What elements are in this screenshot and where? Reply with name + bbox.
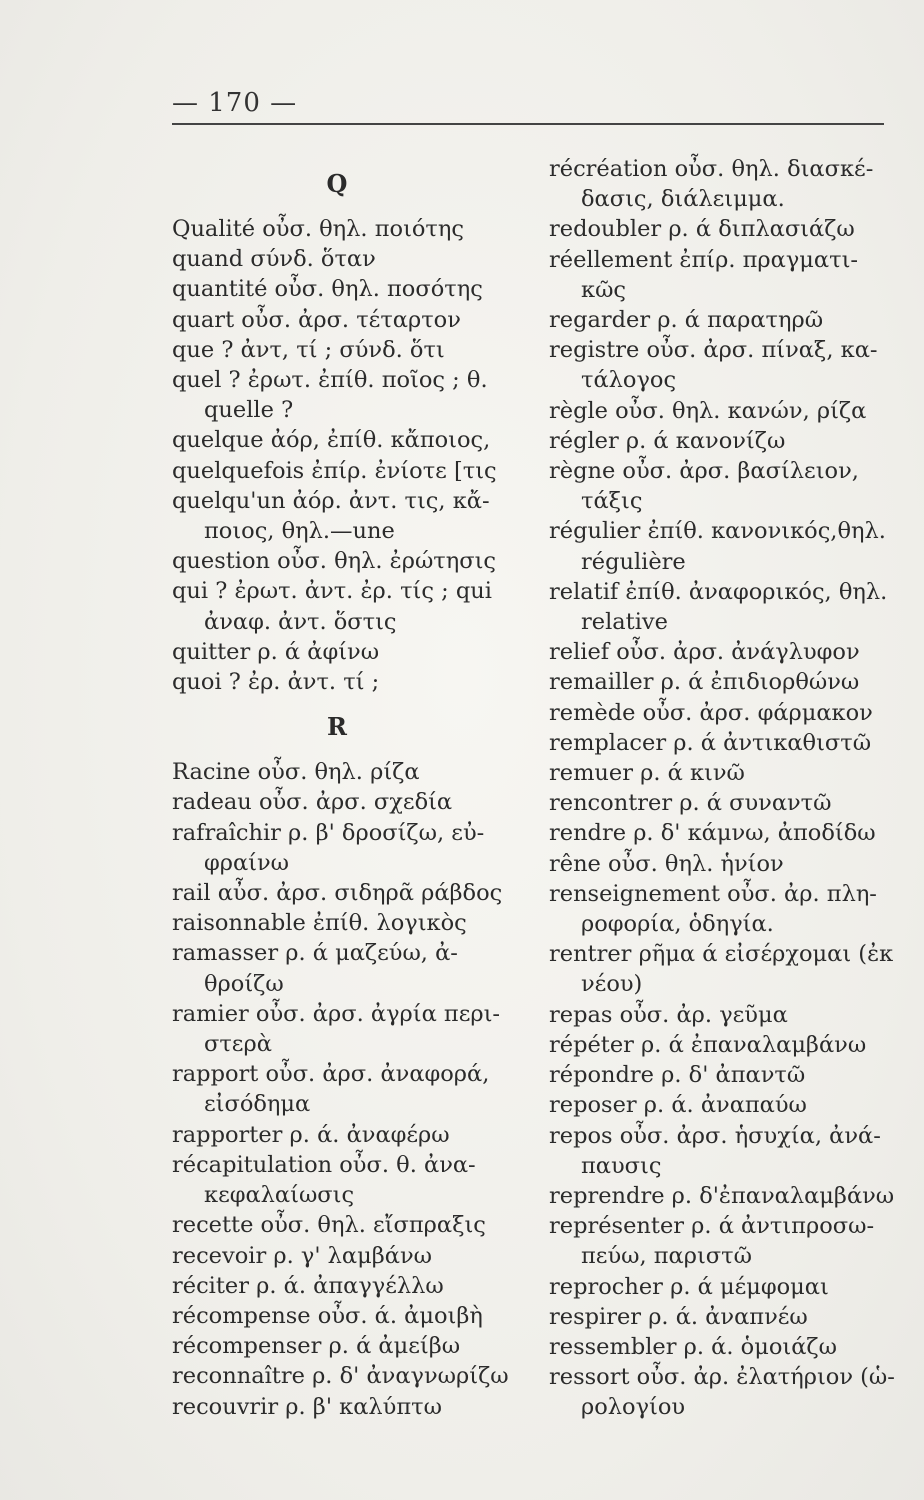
entry-headline: relatif ἐπίθ. ἀναφορικός, θηλ. [549, 578, 888, 605]
entry-headline: récompenser ρ. ά ἀμείβω [172, 1333, 461, 1360]
dictionary-entry [172, 757, 522, 787]
dictionary-entry [549, 788, 899, 818]
entry-continuation: στερὰ [204, 1031, 272, 1058]
dictionary-entry [172, 999, 522, 1059]
entry-headline: remuer ρ. ά κινῶ [549, 760, 745, 787]
entry-headline: quelque ἀόρ, ἐπίθ. κἄποιος, [172, 427, 491, 454]
dictionary-entry [549, 396, 899, 426]
entry-continuation: ἀναφ. ἀντ. ὅστις [204, 608, 397, 635]
entry-headline: quitter ρ. ά ἀφίνω [172, 638, 380, 665]
entry-continuation: κῶς [581, 276, 627, 303]
entry-headline: ressembler ρ. ά. ὁμοιάζω [549, 1333, 837, 1360]
right-column [549, 154, 899, 1423]
entry-headline: régulier ἐπίθ. κανονικός,θηλ. [549, 518, 886, 545]
entry-headline: rendre ρ. δ' κάμνω, ἀποδίδω [549, 820, 876, 847]
entry-continuation: quelle ? [204, 397, 294, 424]
dictionary-entry [549, 1332, 899, 1362]
dictionary-entry [172, 546, 522, 576]
dictionary-entry [172, 818, 522, 878]
dictionary-entry [172, 305, 522, 335]
dictionary-entry [549, 667, 899, 697]
entry-headline: quelqu'un ἀόρ. ἀντ. τις, κἄ- [172, 487, 490, 514]
entry-continuation: ρολογίου [581, 1394, 686, 1421]
dictionary-entry [172, 214, 522, 244]
entry-headline: recouvrir ρ. β' καλύπτω [172, 1393, 442, 1420]
dictionary-entry [172, 425, 522, 455]
entry-headline: regarder ρ. ά παρατηρῶ [549, 307, 824, 334]
entry-continuation: régulière [581, 548, 686, 575]
dictionary-entry [172, 1392, 522, 1422]
header-rule [172, 123, 884, 125]
section-letter: R [327, 712, 347, 742]
dictionary-entry [172, 1150, 522, 1210]
entry-continuation: relative [581, 609, 668, 636]
dictionary-entry [549, 1181, 899, 1211]
dictionary-entry [172, 908, 522, 938]
entry-continuation: νέου) [581, 971, 643, 998]
entry-continuation: κεφαλαίωσις [204, 1182, 355, 1209]
entry-headline: répondre ρ. δ' ἀπαντῶ [549, 1062, 806, 1089]
entry-headline: reconnaître ρ. δ' ἀναγνωρίζω [172, 1363, 509, 1390]
dictionary-entry [549, 758, 899, 788]
entry-headline: remailler ρ. ά ἐπιδιορθώνω [549, 669, 860, 696]
entry-continuation: ποιος, θηλ.—une [204, 518, 395, 545]
entry-headline: remède οὖσ. ἀρσ. φάρμακον [549, 699, 873, 726]
dictionary-entry [549, 214, 899, 244]
entry-continuation: θροίζω [204, 970, 284, 997]
entry-headline: repos οὖσ. ἀρσ. ἡσυχία, ἀνά- [549, 1122, 881, 1149]
dictionary-entry [549, 1121, 899, 1181]
dictionary-entry [172, 1059, 522, 1119]
dictionary-entry [549, 305, 899, 335]
entry-headline: règne οὖσ. ἀρσ. βασίλειον, [549, 458, 859, 485]
dictionary-entry [172, 1331, 522, 1361]
entry-continuation: τάξις [581, 488, 643, 515]
dictionary-entry [549, 879, 899, 939]
dictionary-entry [549, 245, 899, 305]
entry-headline: quoi ? ἐρ. ἀντ. τί ; [172, 669, 380, 696]
entry-headline: qui ? ἐρωτ. ἀντ. ἐρ. τίς ; qui [172, 578, 492, 605]
dictionary-entry [172, 1361, 522, 1391]
dictionary-entry [549, 818, 899, 848]
dictionary-entry [172, 1120, 522, 1150]
dictionary-entry [172, 667, 522, 697]
entry-headline: recevoir ρ. γ' λαμβάνω [172, 1242, 432, 1269]
dictionary-entry [549, 637, 899, 667]
entry-headline: ressort οὖσ. ἀρ. ἐλατήριον (ὡ- [549, 1364, 895, 1391]
dictionary-entry [549, 335, 899, 395]
entry-headline: quel ? ἐρωτ. ἐπίθ. ποῖος ; θ. [172, 367, 488, 394]
entry-headline: recette οὖσ. θηλ. εἴσπραξις [172, 1212, 486, 1239]
dictionary-entry [549, 1211, 899, 1271]
entry-headline: relief οὖσ. ἀρσ. ἀνάγλυφον [549, 639, 860, 666]
dictionary-entry [172, 274, 522, 304]
entry-headline: renseignement οὖσ. ἀρ. πλη- [549, 880, 877, 907]
dictionary-entry [549, 516, 899, 576]
section-letter: Q [326, 169, 348, 198]
dictionary-entry [172, 1301, 522, 1331]
dictionary-entry [172, 1210, 522, 1240]
entry-headline: repas οὖσ. ἀρ. γεῦμα [549, 1001, 788, 1028]
entry-headline: Qualité οὖσ. θηλ. ποιότης [172, 216, 464, 242]
entry-headline: registre οὖσ. ἀρσ. πίναξ, κα- [549, 337, 878, 364]
entry-headline: ramier οὖσ. ἀρσ. ἀγρία περι- [172, 1000, 501, 1027]
dictionary-entry [549, 728, 899, 758]
entry-headline: Racine οὖσ. θηλ. ρίζα [172, 759, 420, 786]
entry-headline: rêne οὖσ. θηλ. ἡνίον [549, 850, 784, 877]
entry-continuation: ροφορία, ὁδηγία. [581, 911, 774, 938]
left-column [172, 154, 522, 1422]
entry-headline: régler ρ. ά κανονίζω [549, 427, 786, 454]
entry-headline: quart οὖσ. ἀρσ. τέταρτον [172, 306, 461, 333]
entry-headline: rencontrer ρ. ά συναντῶ [549, 790, 832, 817]
entry-headline: rapport οὖσ. ἀρσ. ἀναφορά, [172, 1061, 490, 1088]
entry-headline: que ? ἀντ, τί ; σύνδ. ὅτι [172, 336, 445, 363]
dictionary-entry [549, 1272, 899, 1302]
dictionary-entry [172, 938, 522, 998]
dictionary-entry [549, 939, 899, 999]
dictionary-entry [549, 849, 899, 879]
entry-headline: répéter ρ. ά ἐπαναλαμβάνω [549, 1031, 867, 1058]
page-number: — 170 — [172, 88, 298, 118]
dictionary-entry [549, 456, 899, 516]
entry-headline: règle οὖσ. θηλ. κανών, ρίζα [549, 397, 867, 424]
entry-headline: rafraîchir ρ. β' δροσίζω, εὐ- [172, 819, 485, 846]
entry-headline: reprendre ρ. δ'ἐπαναλαμβάνω [549, 1182, 895, 1209]
dictionary-entry [549, 1030, 899, 1060]
dictionary-entry [549, 154, 899, 214]
dictionary-entry [172, 456, 522, 486]
entry-headline: respirer ρ. ά. ἀναπνέω [549, 1303, 808, 1330]
entry-headline: rentrer ρῆμα ά εἰσέρχομαι (ἐκ [549, 941, 894, 968]
dictionary-entry [549, 1302, 899, 1332]
dictionary-entry [549, 698, 899, 728]
entry-headline: remplacer ρ. ά ἀντικαθιστῶ [549, 729, 872, 756]
dictionary-entry [172, 637, 522, 667]
entry-headline: question οὖσ. θηλ. ἐρώτησις [172, 548, 497, 575]
dictionary-entry [172, 365, 522, 425]
entry-headline: reposer ρ. ά. ἀναπαύω [549, 1092, 807, 1119]
entry-continuation: τάλογος [581, 367, 677, 394]
entry-headline: rail αὖσ. ἀρσ. σιδηρᾶ ράβδος [172, 880, 503, 907]
entry-headline: réciter ρ. ά. ἀπαγγέλλω [172, 1272, 444, 1299]
entry-headline: quelquefois ἐπίρ. ἐνίοτε [τις [172, 457, 497, 484]
dictionary-entry [172, 576, 522, 636]
entry-headline: quand σύνδ. ὅταν [172, 246, 376, 273]
entry-headline: ramasser ρ. ά μαζεύω, ἀ- [172, 940, 458, 967]
entry-headline: représenter ρ. ά ἀντιπροσω- [549, 1213, 875, 1240]
entry-continuation: παυσις [581, 1152, 662, 1179]
dictionary-entry [549, 1362, 899, 1422]
dictionary-entry [172, 335, 522, 365]
dictionary-entry [549, 1000, 899, 1030]
entry-headline: récapitulation οὖσ. θ. ἀνα- [172, 1151, 476, 1178]
entry-headline: rapporter ρ. ά. ἀναφέρω [172, 1121, 450, 1148]
entry-headline: reprocher ρ. ά μέμφομαι [549, 1273, 829, 1300]
dictionary-entry [172, 486, 522, 546]
dictionary-entry [549, 426, 899, 456]
entry-headline: réellement ἐπίρ. πραγματι- [549, 246, 858, 273]
entry-headline: radeau οὖσ. ἀρσ. σχεδία [172, 789, 453, 816]
entry-continuation: φραίνω [204, 849, 290, 876]
dictionary-entry [549, 1090, 899, 1120]
dictionary-entry [172, 244, 522, 274]
entry-continuation: δασις, διάλειμμα. [581, 186, 785, 213]
entry-headline: raisonnable ἐπίθ. λογικὸς [172, 910, 467, 937]
dictionary-entry [172, 787, 522, 817]
entry-continuation: εἰσόδημα [204, 1091, 311, 1118]
dictionary-entry [549, 1060, 899, 1090]
dictionary-entry [172, 878, 522, 908]
entry-headline: redoubler ρ. ά διπλασιάζω [549, 216, 855, 243]
dictionary-entry [549, 577, 899, 637]
entry-continuation: πεύω, παριστῶ [581, 1243, 752, 1270]
dictionary-entry [172, 1241, 522, 1271]
entry-headline: quantité οὖσ. θηλ. ποσότης [172, 276, 483, 303]
entry-headline: récompense οὖσ. ά. ἀμοιβὴ [172, 1302, 483, 1329]
entry-headline: récréation οὖσ. θηλ. διασκέ- [549, 156, 874, 182]
dictionary-entry [172, 1271, 522, 1301]
